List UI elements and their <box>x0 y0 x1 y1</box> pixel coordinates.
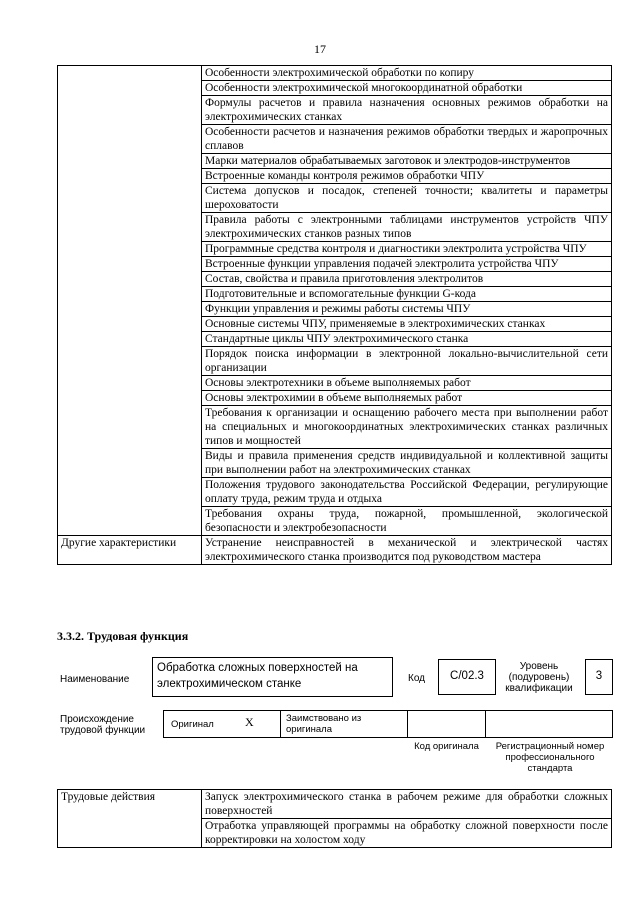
name-label: Наименование <box>60 674 130 685</box>
knowledge-item: Положения трудового законодательства Российской Федерации, регулирующие оплату труда, режим труда и отдыха <box>202 478 612 507</box>
code-label: Код <box>408 673 426 684</box>
function-name-value: Обработка сложных поверхностей на электрохимическом станке <box>157 662 358 690</box>
level-label: Уровень (подуровень) квалификации <box>505 661 573 694</box>
original-label: Оригинал <box>171 719 214 730</box>
knowledge-item: Функции управления и режимы работы системы ЧПУ <box>202 302 612 317</box>
knowledge-row <box>58 66 612 81</box>
requirements-table <box>57 65 612 565</box>
borrowed-label: Заимствовано из оригинала <box>286 713 362 735</box>
knowledge-item: Основы электрохимии в объеме выполняемых работ <box>202 391 612 406</box>
knowledge-item: Основные системы ЧПУ, применяемые в электрохимических станках <box>202 317 612 332</box>
labor-action-item: Запуск электрохимического станка в рабочем режиме для обработки сложных поверхностей <box>202 790 612 819</box>
code-box <box>438 659 496 695</box>
knowledge-item: Встроенные функции управления подачей электролита устройства ЧПУ <box>202 257 612 272</box>
knowledge-item: Стандартные циклы ЧПУ электрохимического станка <box>202 332 612 347</box>
other-characteristics-row <box>58 536 612 565</box>
labor-actions-table <box>57 789 612 848</box>
registration-number-cell <box>485 710 613 738</box>
labor-action-row <box>58 790 612 819</box>
function-name-box <box>152 657 393 697</box>
knowledge-item: Требования охраны труда, пожарной, промышленной, экологической безопасности и электробезопасности <box>202 507 612 536</box>
knowledge-item: Требования к организации и оснащению рабочего места при выполнении работ на специальных и многокоординатных электрохимических станках различных типов и мощностей <box>202 406 612 449</box>
section-title: 3.3.2. Трудовая функция <box>57 629 189 643</box>
knowledge-item: Формулы расчетов и правила назначения основных режимов обработки на электрохимических станках <box>202 96 612 125</box>
knowledge-label-cell <box>58 66 202 536</box>
original-mark: X <box>245 715 254 729</box>
code-caption: Код оригинала <box>414 741 479 752</box>
page-number: 17 <box>314 42 326 56</box>
original-code-cell <box>407 710 486 738</box>
knowledge-item: Особенности расчетов и назначения режимов обработки твердых и жаропрочных сплавов <box>202 125 612 154</box>
other-characteristics-label: Другие характеристики <box>58 536 202 565</box>
labor-actions-label: Трудовые действия <box>58 790 202 848</box>
knowledge-item: Программные средства контроля и диагностики электролита устройства ЧПУ <box>202 242 612 257</box>
registration-caption: Регистрационный номер профессионального стандарта <box>495 741 605 774</box>
knowledge-item: Встроенные команды контроля режимов обработки ЧПУ <box>202 169 612 184</box>
knowledge-item: Марки материалов обрабатываемых заготовок и электродов-инструментов <box>202 154 612 169</box>
knowledge-item: Система допусков и посадок, степеней точности; квалитеты и параметры шероховатости <box>202 184 612 213</box>
knowledge-item: Особенности электрохимической многокоординатной обработки <box>202 81 612 96</box>
knowledge-item: Подготовительные и вспомогательные функции G-кода <box>202 287 612 302</box>
knowledge-item: Правила работы с электронными таблицами инструментов устройств ЧПУ электрохимических станков разных типов <box>202 213 612 242</box>
labor-action-item: Отработка управляющей программы на обработку сложной поверхности после корректировки на холостом ходу <box>202 819 612 848</box>
knowledge-item: Виды и правила применения средств индивидуальной и коллективной защиты при выполнении работ на электрохимических станках <box>202 449 612 478</box>
original-cell <box>163 710 281 738</box>
level-value: 3 <box>595 670 603 682</box>
knowledge-item: Особенности электрохимической обработки по копиру <box>202 66 612 81</box>
knowledge-item: Состав, свойства и правила приготовления электролитов <box>202 272 612 287</box>
code-value: C/02.3 <box>450 670 484 682</box>
borrowed-cell <box>280 710 408 738</box>
knowledge-item: Порядок поиска информации в электронной локально-вычислительной сети организации <box>202 347 612 376</box>
knowledge-item: Основы электротехники в объеме выполняемых работ <box>202 376 612 391</box>
level-box <box>585 659 613 695</box>
other-characteristics-value: Устранение неисправностей в механической и электрической частях электрохимического станка производится под руководством мастера <box>202 536 612 565</box>
origin-label: Происхождение трудовой функции <box>60 714 146 736</box>
